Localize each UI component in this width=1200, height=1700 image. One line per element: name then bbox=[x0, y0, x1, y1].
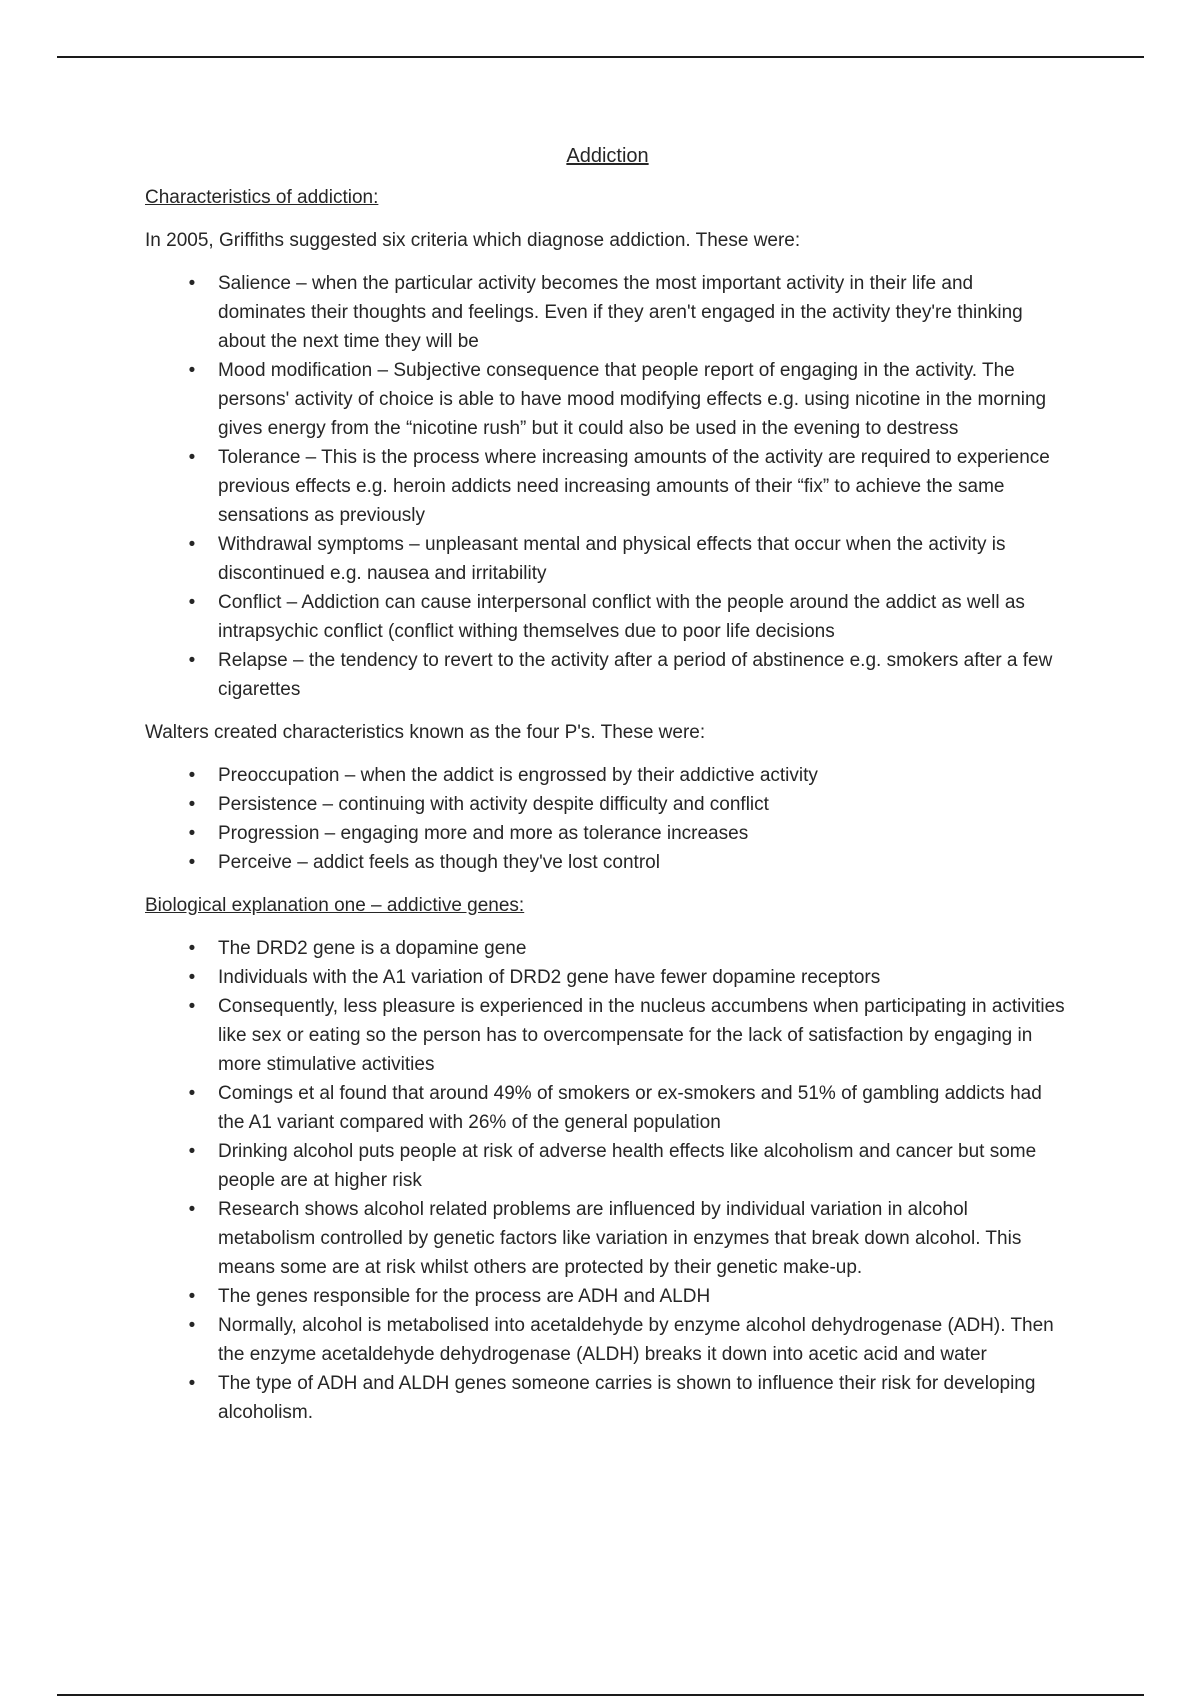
list-item-text: The genes responsible for the process are ADH and ALDH bbox=[218, 1286, 711, 1307]
list-item-text: The type of ADH and ALDH genes someone carries is shown to influence their risk for developing alcoholism. bbox=[218, 1373, 1036, 1423]
list-item-text: Conflict – Addiction can cause interpersonal conflict with the people around the addict as well as intrapsychic conflict (conflict withing themselves due to poor life decisions bbox=[218, 592, 1025, 642]
list-item bbox=[145, 1311, 1065, 1369]
list-item bbox=[145, 992, 1065, 1079]
griffiths-criteria-list bbox=[145, 269, 1065, 704]
bullet-icon: • bbox=[188, 1141, 196, 1162]
bullet-icon: • bbox=[188, 852, 196, 873]
bullet-icon: • bbox=[188, 360, 196, 381]
list-item-text: Preoccupation – when the addict is engrossed by their addictive activity bbox=[218, 765, 818, 786]
walters-intro: Walters created characteristics known as the four P's. These were: bbox=[145, 722, 706, 743]
bullet-icon: • bbox=[188, 447, 196, 468]
list-item-text: Progression – engaging more and more as tolerance increases bbox=[218, 823, 749, 844]
bullet-icon: • bbox=[188, 823, 196, 844]
griffiths-intro: In 2005, Griffiths suggested six criteria which diagnose addiction. These were: bbox=[145, 230, 801, 251]
list-item-text: Individuals with the A1 variation of DRD2 gene have fewer dopamine receptors bbox=[218, 967, 881, 988]
list-item-text: Tolerance – This is the process where increasing amounts of the activity are required to experience previous effects e.g. heroin addicts need increasing amounts of their “fix” to achieve the same sensations as previously bbox=[218, 447, 1050, 526]
list-item-text: Consequently, less pleasure is experienced in the nucleus accumbens when participating in activities like sex or eating so the person has to overcompensate for the lack of satisfaction by engaging in more stimulative activities bbox=[218, 996, 1065, 1075]
bullet-icon: • bbox=[188, 967, 196, 988]
list-item bbox=[145, 1079, 1065, 1137]
bullet-icon: • bbox=[188, 534, 196, 555]
list-item-text: Drinking alcohol puts people at risk of adverse health effects like alcoholism and cancer but some people are at higher risk bbox=[218, 1141, 1037, 1191]
list-item-text: Persistence – continuing with activity despite difficulty and conflict bbox=[218, 794, 769, 815]
bullet-icon: • bbox=[188, 1199, 196, 1220]
list-item bbox=[145, 963, 1065, 992]
list-item-text: Relapse – the tendency to revert to the activity after a period of abstinence e.g. smokers after a few cigarettes bbox=[218, 650, 1053, 700]
list-item bbox=[145, 588, 1065, 646]
bullet-icon: • bbox=[188, 650, 196, 671]
bullet-icon: • bbox=[188, 1286, 196, 1307]
bullet-icon: • bbox=[188, 1315, 196, 1336]
list-item bbox=[145, 1195, 1065, 1282]
list-item-text: The DRD2 gene is a dopamine gene bbox=[218, 938, 527, 959]
bullet-icon: • bbox=[188, 592, 196, 613]
list-item bbox=[145, 761, 1065, 790]
section-heading-characteristics: Characteristics of addiction: bbox=[145, 187, 379, 208]
list-item-text: Normally, alcohol is metabolised into acetaldehyde by enzyme alcohol dehydrogenase (ADH). Then the enzyme acetaldehyde dehydrogenase (ALDH) breaks it down into acetic acid and water bbox=[218, 1315, 1054, 1365]
four-ps-list bbox=[145, 761, 1065, 877]
list-item bbox=[145, 530, 1065, 588]
bullet-icon: • bbox=[188, 996, 196, 1017]
bullet-icon: • bbox=[188, 1083, 196, 1104]
document-title: Addiction bbox=[566, 145, 649, 167]
list-item bbox=[145, 848, 1065, 877]
list-item-text: Perceive – addict feels as though they've lost control bbox=[218, 852, 660, 873]
list-item bbox=[145, 356, 1065, 443]
document-body bbox=[145, 142, 1065, 1441]
list-item bbox=[145, 269, 1065, 356]
list-item bbox=[145, 1369, 1065, 1427]
bullet-icon: • bbox=[188, 794, 196, 815]
bullet-icon: • bbox=[188, 1373, 196, 1394]
bullet-icon: • bbox=[188, 765, 196, 786]
list-item bbox=[145, 443, 1065, 530]
list-item bbox=[145, 819, 1065, 848]
list-item bbox=[145, 1137, 1065, 1195]
section-heading-biological: Biological explanation one – addictive genes: bbox=[145, 895, 525, 916]
list-item bbox=[145, 790, 1065, 819]
footer-rule bbox=[57, 1694, 1144, 1696]
list-item bbox=[145, 934, 1065, 963]
list-item bbox=[145, 646, 1065, 704]
list-item-text: Mood modification – Subjective consequence that people report of engaging in the activity. The persons' activity of choice is able to have mood modifying effects e.g. using nicotine in the morning gives energy from the “nicotine rush” but it could also be used in the evening to destress bbox=[218, 360, 1047, 439]
list-item-text: Salience – when the particular activity becomes the most important activity in their life and dominates their thoughts and feelings. Even if they aren't engaged in the activity they're thinking about the next time they will be bbox=[218, 273, 1023, 352]
bullet-icon: • bbox=[188, 938, 196, 959]
bullet-icon: • bbox=[188, 273, 196, 294]
addictive-genes-list bbox=[145, 934, 1065, 1427]
list-item-text: Research shows alcohol related problems are influenced by individual variation in alcohol metabolism controlled by genetic factors like variation in enzymes that break down alcohol. This means some are at risk whilst others are protected by their genetic make-up. bbox=[218, 1199, 1022, 1278]
list-item bbox=[145, 1282, 1065, 1311]
list-item-text: Withdrawal symptoms – unpleasant mental and physical effects that occur when the activity is discontinued e.g. nausea and irritability bbox=[218, 534, 1006, 584]
list-item-text: Comings et al found that around 49% of smokers or ex-smokers and 51% of gambling addicts had the A1 variant compared with 26% of the general population bbox=[218, 1083, 1042, 1133]
header-rule bbox=[57, 56, 1144, 58]
